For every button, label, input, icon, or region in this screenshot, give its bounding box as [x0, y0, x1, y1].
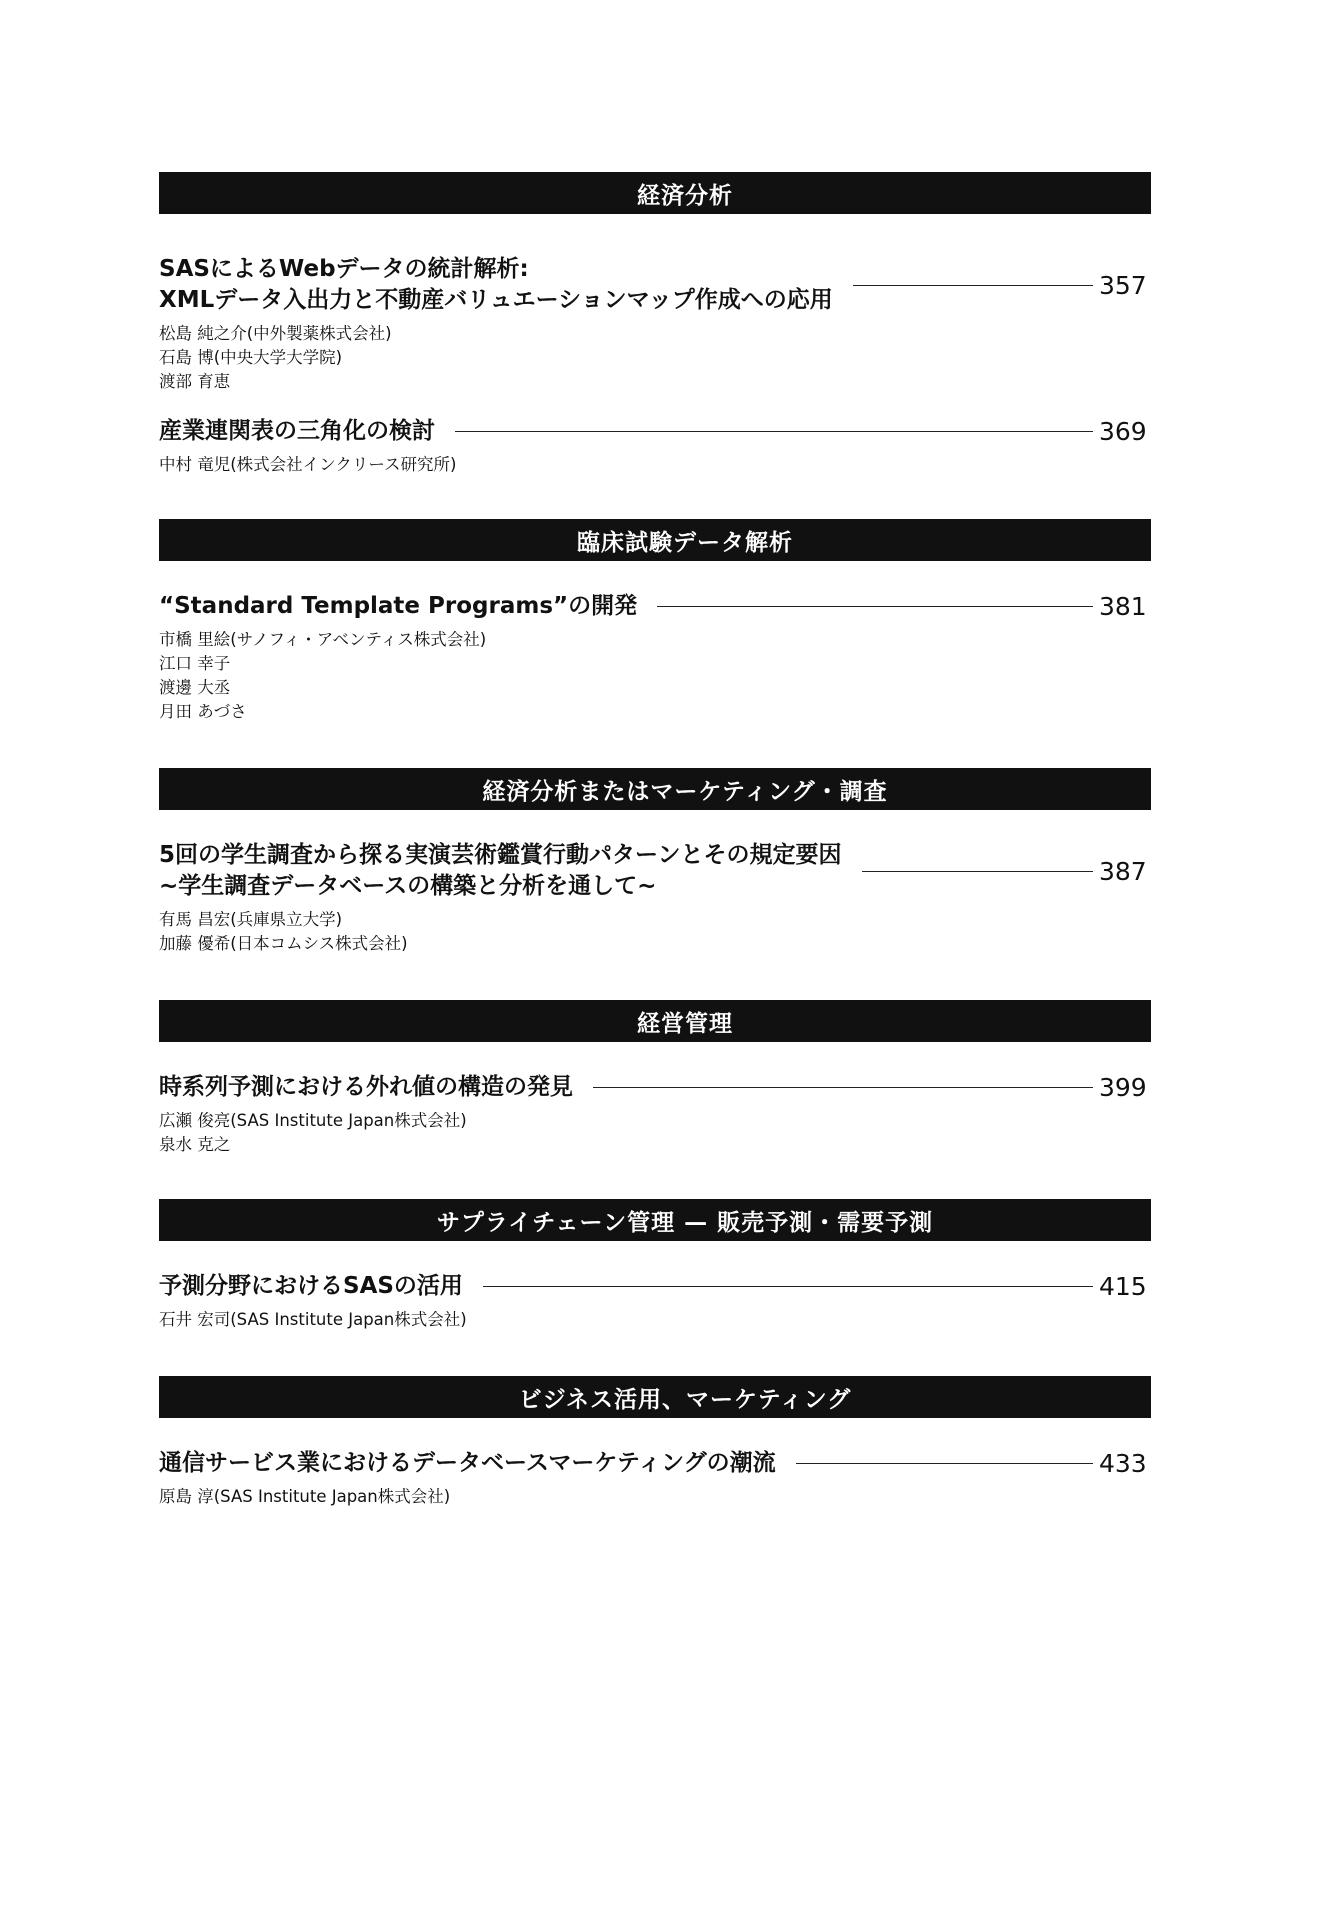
entry-authors: 有馬 昌宏(兵庫県立大学) 加藤 優希(日本コムシス株式会社): [159, 910, 408, 953]
page-number: 369: [1099, 417, 1147, 446]
page-number: 387: [1099, 856, 1147, 886]
toc-entry: [159, 1072, 1151, 1157]
page-number: 415: [1099, 1272, 1147, 1301]
section-title: 臨床試験データ解析: [577, 529, 793, 556]
toc-entry: [159, 840, 1151, 956]
table-of-contents: [159, 172, 1151, 1509]
entry-title: 時系列予測における外れ値の構造の発見: [159, 1074, 573, 1100]
dot-leader: [796, 1463, 1093, 1464]
toc-entry: [159, 591, 1151, 724]
dot-leader: [593, 1087, 1093, 1088]
dot-leader: [483, 1286, 1093, 1287]
toc-entry: [159, 416, 1151, 477]
dot-leader: [862, 871, 1093, 872]
entry-authors: 松島 純之介(中外製薬株式会社) 石島 博(中央大学大学院) 渡部 育恵: [159, 324, 392, 391]
entry-title: 産業連関表の三角化の検討: [159, 418, 435, 444]
page-number: 357: [1099, 270, 1147, 300]
page-number: 399: [1099, 1073, 1147, 1102]
section-header: [159, 1199, 1151, 1241]
dot-leader: [455, 431, 1093, 432]
entry-title: 通信サービス業におけるデータベースマーケティングの潮流: [159, 1450, 776, 1476]
entry-authors: 原島 淳(SAS Institute Japan株式会社): [159, 1487, 451, 1506]
toc-entry: [159, 1448, 1151, 1509]
page-number: 433: [1099, 1449, 1147, 1478]
dot-leader: [853, 285, 1093, 286]
section-title: ビジネス活用、マーケティング: [518, 1386, 852, 1413]
entry-authors: 広瀬 俊亮(SAS Institute Japan株式会社) 泉水 克之: [159, 1111, 467, 1154]
toc-entry: [159, 254, 1151, 394]
section-header: [159, 172, 1151, 214]
toc-entry: [159, 1271, 1151, 1332]
dot-leader: [657, 606, 1093, 607]
section-header: [159, 1000, 1151, 1042]
section-header: [159, 1376, 1151, 1418]
section-title: 経済分析: [637, 182, 733, 209]
section-header: [159, 519, 1151, 561]
entry-title: SASによるWebデータの統計解析: XMLデータ入出力と不動産バリュエーションマップ作成への応用: [159, 256, 833, 313]
entry-authors: 中村 竜児(株式会社インクリース研究所): [159, 455, 457, 474]
section-title: 経済分析またはマーケティング・調査: [482, 778, 888, 805]
page-number: 381: [1099, 592, 1147, 621]
entry-title: 予測分野におけるSASの活用: [159, 1273, 463, 1299]
section-header: [159, 768, 1151, 810]
entry-authors: 石井 宏司(SAS Institute Japan株式会社): [159, 1310, 467, 1329]
entry-title: “Standard Template Programs”の開発: [159, 593, 638, 619]
entry-title: 5回の学生調査から探る実演芸術鑑賞行動パターンとその規定要因 ~学生調査データベースの構築と分析を通して~: [159, 842, 842, 899]
entry-authors: 市橋 里絵(サノフィ・アベンティス株式会社) 江口 幸子 渡邊 大丞 月田 あづさ: [159, 630, 487, 721]
section-title: サプライチェーン管理 — 販売予測・需要予測: [436, 1209, 934, 1236]
section-title: 経営管理: [637, 1010, 733, 1037]
